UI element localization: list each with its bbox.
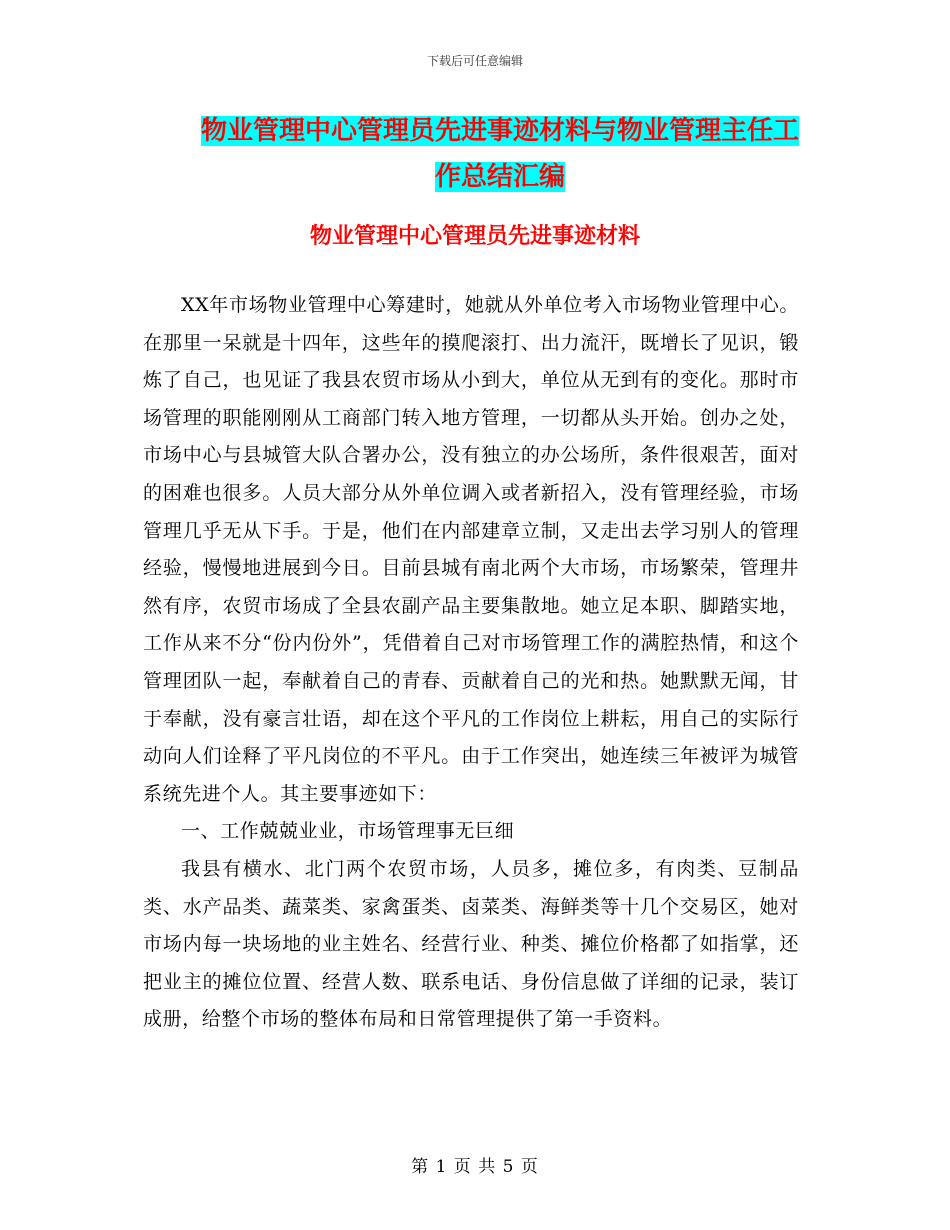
header-note: 下载后可任意编辑 xyxy=(426,54,523,68)
document-title xyxy=(140,108,860,200)
body-text xyxy=(143,287,799,1039)
section-heading: 物业管理中心管理员先进事迹材料 xyxy=(309,223,640,249)
paragraph-3: 我县有横水、北门两个农贸市场，人员多，摊位多，有肉类、豆制品类、水产品类、蔬菜类、家禽蛋类、卤菜类、海鲜类等十几个交易区，她对市场内每一块场地的业主姓名、经营行业、种类、摊位价格都了如指掌，还把业主的摊位位置、经营人数、联系电话、身份信息做了详细的记录，装订成册，给整个市场的整体布局和日常管理提供了第一手资料。 xyxy=(143,857,799,1031)
paragraph-1: XX年市场物业管理中心筹建时，她就从外单位考入市场物业管理中心。在那里一呆就是十四年，这些年的摸爬滚打、出力流汗，既增长了见识，锻炼了自己，也见证了我县农贸市场从小到大，单位从无到有的变化。那时市场管理的职能刚刚从工商部门转入地方管理，一切都从头开始。创办之处，市场中心与县城管大队合署办公，没有独立的办公场所，条件很艰苦，面对的困难也很多。人员大部分从外单位调入或者新招入，没有管理经验，市场管理几乎无从下手。于是，他们在内部建章立制，又走出去学习别人的管理经验，慢慢地进展到今日。目前县城有南北两个大市场，市场繁荣，管理井然有序，农贸市场成了全县农副产品主要集散地。她立足本职、脚踏实地，工作从来不分“份内份外”，凭借着自己对市场管理工作的满腔热情，和这个管理团队一起，奉献着自己的青春、贡献着自己的光和热。她默默无闻，甘于奉献，没有豪言壮语，却在这个平凡的工作岗位上耕耘，用自己的实际行动向人们诠释了平凡岗位的不平凡。由于工作突出，她连续三年被评为城管系统先进个人。其主要事迹如下： xyxy=(143,294,799,805)
title-line-2: 作总结汇编 xyxy=(434,162,565,192)
title-line-1: 物业管理中心管理员先进事迹材料与物业管理主任工 xyxy=(200,116,799,146)
page-number: 第 1 页 共 5 页 xyxy=(411,1157,539,1177)
paragraph-2: 一、工作兢兢业业，市场管理事无巨细 xyxy=(181,820,515,843)
